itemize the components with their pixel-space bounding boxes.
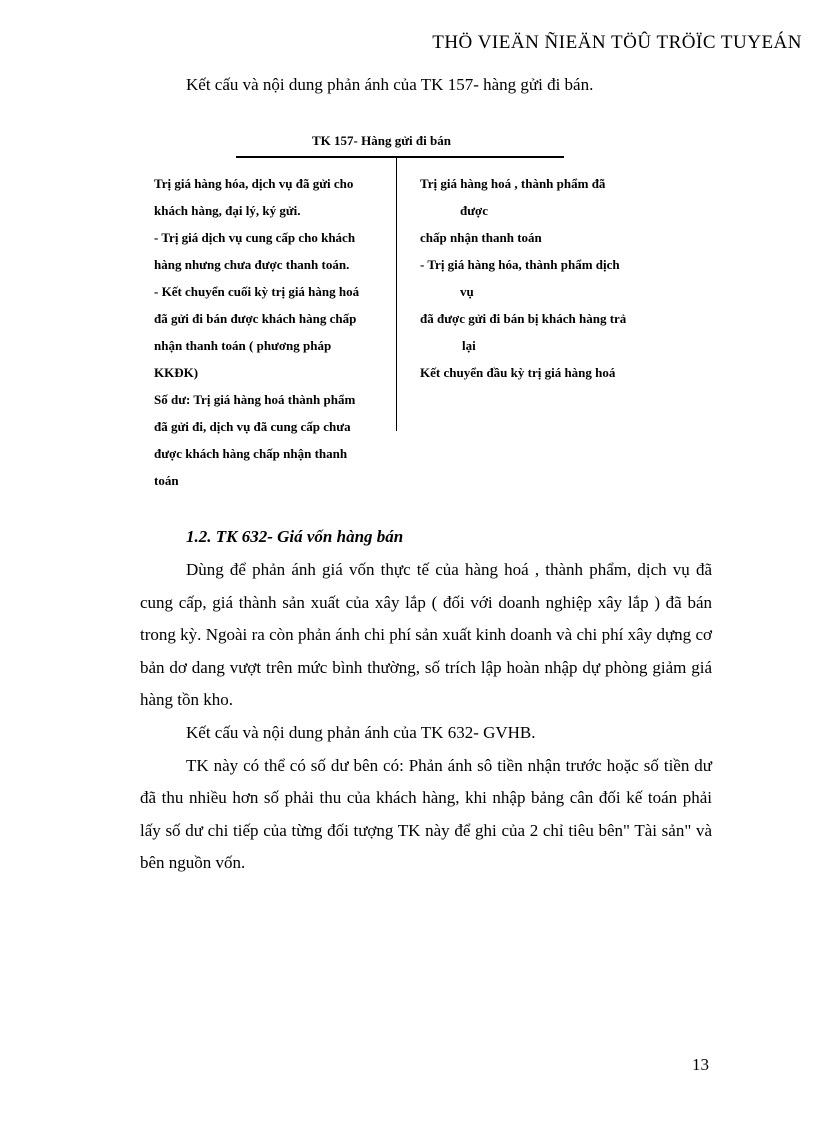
site-header: THÖ VIEÄN ÑIEÄN TÖÛ TRÖÏC TUYEÁN xyxy=(432,32,802,53)
t-account-credit-column xyxy=(420,170,690,386)
credit-line: Trị giá hàng hoá , thành phẩm đã xyxy=(420,176,606,191)
body-paragraph: TK này có thể có số dư bên có: Phản ánh sô tiền nhận trước hoặc số tiền dư đã thu nhiều hơn số phải thu của khách hàng, khi nhập bảng cân đối kế toán phải lấy số dư chi tiếp của từng đối tượng TK này để ghi của 2 chỉ tiêu bên" Tài sản" và bên nguồn vốn. xyxy=(140,755,712,873)
debit-line: đã gửi đi bán được khách hàng chấp xyxy=(154,311,357,326)
debit-line: được khách hàng chấp nhận thanh xyxy=(154,446,348,461)
debit-line: nhận thanh toán ( phương pháp xyxy=(154,338,332,353)
credit-line: đã được gửi đi bán bị khách hàng trả xyxy=(420,311,627,326)
credit-line: lại xyxy=(462,338,476,353)
debit-line: - Trị giá dịch vụ cung cấp cho khách xyxy=(154,230,356,245)
credit-line: chấp nhận thanh toán xyxy=(420,230,542,245)
body-paragraph: Dùng để phản ánh giá vốn thực tế của hàng hoá , thành phẩm, dịch vụ đã cung cấp, giá thành sản xuất của xây lắp ( đối với doanh nghiệp xây lắp ) đã bán trong kỳ. Ngoài ra còn phản ánh chi phí sản xuất kinh doanh và chi phí xây dựng cơ bản dơ dang vượt trên mức bình thường, số trích lập hoàn nhập dự phòng giảm giá hàng tồn kho. xyxy=(140,560,712,710)
debit-line: - Kết chuyển cuối kỳ trị giá hàng hoá xyxy=(154,284,360,299)
body-paragraph: Kết cấu và nội dung phản ánh của TK 632- GVHB. xyxy=(186,722,536,742)
debit-line: Trị giá hàng hóa, dịch vụ đã gửi cho xyxy=(154,176,354,191)
t-account-vertical-line xyxy=(396,158,397,431)
t-account-horizontal-line xyxy=(236,156,564,158)
page-number: 13 xyxy=(692,1055,709,1074)
credit-line: - Trị giá hàng hóa, thành phẩm dịch xyxy=(420,257,620,272)
debit-line: Số dư: Trị giá hàng hoá thành phẩm xyxy=(154,392,356,407)
debit-line: khách hàng, đại lý, ký gửi. xyxy=(154,203,301,218)
t-account-title: TK 157- Hàng gửi đi bán xyxy=(312,133,451,148)
t-account-debit-column xyxy=(154,170,396,494)
section-body xyxy=(140,554,712,880)
section-heading: 1.2. TK 632- Giá vốn hàng bán xyxy=(186,527,404,546)
debit-line: đã gửi đi, dịch vụ đã cung cấp chưa xyxy=(154,419,351,434)
debit-line: hàng nhưng chưa được thanh toán. xyxy=(154,257,350,272)
credit-line: được xyxy=(460,203,488,218)
credit-line: Kết chuyển đầu kỳ trị giá hàng hoá xyxy=(420,365,616,380)
debit-line: toán xyxy=(154,473,179,488)
credit-line: vụ xyxy=(460,284,474,299)
debit-line: KKĐK) xyxy=(154,365,199,380)
intro-text: Kết cấu và nội dung phản ánh của TK 157- hàng gửi đi bán. xyxy=(186,75,594,94)
